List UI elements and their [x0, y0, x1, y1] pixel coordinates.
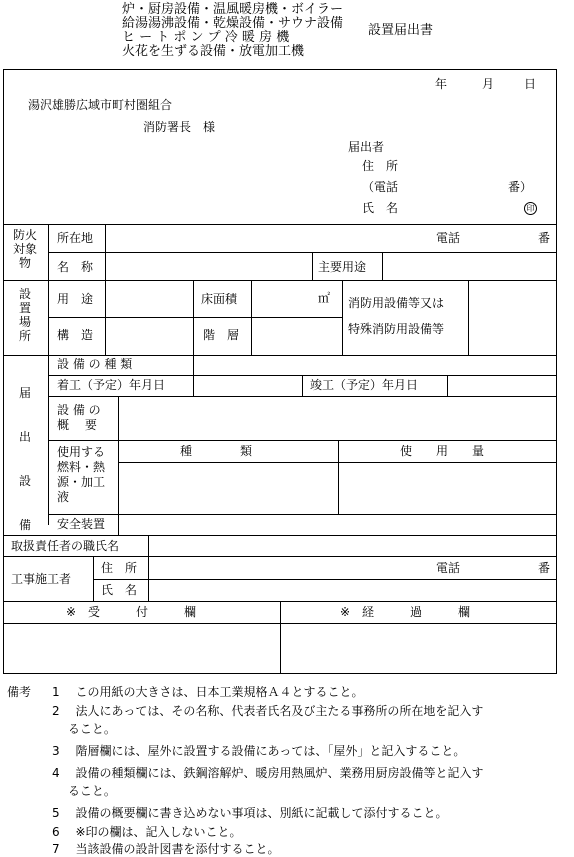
rule	[93, 556, 94, 601]
note-item: 4 設備の種類欄には、鉄鋼溶解炉、暖房用熱風炉、業務用厨房設備等と記入す	[52, 766, 484, 780]
applicant-name-label: 氏 名	[362, 201, 399, 215]
use-label: 用 途	[57, 292, 94, 306]
rule	[48, 317, 343, 318]
rule	[48, 440, 557, 441]
rule	[93, 579, 557, 580]
note-item: 2 法人にあっては、その名称、代表者氏名及び主たる事務所の所在地を記入す	[52, 704, 484, 718]
floor-area-unit: ㎡	[318, 291, 331, 305]
location-phone-suffix: 番	[538, 231, 551, 245]
frame-top	[3, 69, 557, 70]
install-place-label: 設置場所	[18, 287, 31, 343]
completion-date-label: 竣工（予定）年月日	[310, 378, 419, 392]
form-title-line4: 火花を生ずる設備・放電加工機	[122, 44, 305, 59]
note-item: 7 当該設備の設計図書を添付すること。	[52, 842, 280, 856]
rule	[280, 601, 281, 673]
rule	[148, 535, 149, 556]
rule	[48, 514, 557, 515]
equipment-label-2: 特殊消防用設備等	[348, 322, 445, 336]
contractor-name-label: 氏 名	[101, 583, 138, 597]
form-title-line2: 給湯湯沸設備・乾燥設備・サウナ設備	[122, 16, 344, 31]
form-title-line1: 炉・厨房設備・温風暖房機・ボイラー	[122, 2, 344, 17]
rule	[193, 355, 194, 396]
rule	[3, 556, 557, 557]
fire-target-label: 防火対象物	[12, 228, 37, 270]
contractor-address-label: 住 所	[101, 561, 138, 575]
addressee: 湯沢雄勝広域市町村圏組合	[28, 98, 173, 112]
main-use-label: 主要用途	[318, 260, 367, 274]
note-item: 6 ※印の欄は、記入しないこと。	[52, 825, 242, 839]
contractor-phone-suffix: 番	[538, 561, 551, 575]
location-label: 所在地	[57, 231, 94, 245]
applicant-phone-open: （電話	[362, 180, 399, 194]
date-month: 月	[482, 77, 495, 91]
form-title-suffix: 設置届出書	[368, 23, 434, 38]
date-day: 日	[524, 77, 537, 91]
location-phone-label: 電話	[436, 231, 461, 245]
notified-equipment-label: 届出設備	[18, 386, 31, 532]
rule	[468, 280, 469, 355]
rule	[251, 280, 252, 355]
manager-label: 取扱責任者の職氏名	[11, 539, 120, 553]
note-item: ること。	[52, 784, 116, 798]
structure-label: 構 造	[57, 328, 94, 342]
reception-label: ※ 受 付 欄	[66, 605, 197, 619]
form-title-line3: ヒ ー ト ポ ン プ 冷 暖 房 機	[122, 30, 290, 45]
frame-bottom	[3, 673, 557, 674]
floor-area-label: 床面積	[201, 292, 238, 306]
rule	[118, 396, 119, 535]
applicant-label: 届出者	[348, 140, 385, 154]
safety-device-label: 安全装置	[57, 517, 106, 531]
contractor-phone-label: 電話	[436, 561, 461, 575]
fuel-label: 使用する 燃料・熱 源・加工 液	[57, 445, 106, 504]
progress-label: ※ 経 過 欄	[340, 605, 471, 619]
rule	[105, 224, 106, 356]
rule	[193, 280, 194, 355]
rule	[447, 375, 448, 396]
fire-chief: 消防署長 様	[143, 120, 216, 134]
note-item: ること。	[52, 722, 116, 736]
floor-level-label: 階 層	[203, 328, 240, 342]
rule	[3, 224, 557, 225]
name-label: 名 称	[57, 260, 94, 274]
equipment-label-1: 消防用設備等又は	[348, 296, 445, 310]
applicant-phone-close: 番）	[508, 180, 533, 194]
kind-header: 種 類	[180, 444, 253, 458]
rule	[338, 440, 339, 514]
amount-header: 使 用 量	[400, 444, 485, 458]
rule	[48, 252, 557, 253]
seal-mark: 印	[524, 202, 537, 215]
contractor-label: 工事施工者	[11, 572, 72, 586]
rule	[312, 252, 313, 280]
frame-right	[556, 69, 557, 674]
date-year: 年	[435, 77, 448, 91]
frame-left	[3, 69, 4, 674]
rule	[148, 556, 149, 601]
rule	[3, 535, 557, 536]
rule	[3, 355, 557, 356]
equipment-type-label: 設 備 の 種 類	[57, 357, 133, 371]
notes-heading: 備考	[7, 685, 32, 699]
applicant-address-label: 住 所	[362, 159, 399, 173]
overview-label: 設 備 の 概 要	[57, 403, 101, 432]
rule	[382, 252, 383, 280]
rule	[342, 280, 343, 355]
note-item: 3 階層欄には、屋外に設置する設備にあっては、「屋外」と記入すること。	[52, 744, 466, 758]
rule	[48, 396, 557, 397]
start-date-label: 着工（予定）年月日	[57, 378, 166, 392]
rule	[3, 280, 557, 281]
note-item: 1 この用紙の大きさは、日本工業規格Ａ４とすること。	[52, 685, 364, 699]
rule	[302, 375, 303, 396]
note-item: 5 設備の概要欄に書き込めない事項は、別紙に記載して添付すること。	[52, 806, 448, 820]
